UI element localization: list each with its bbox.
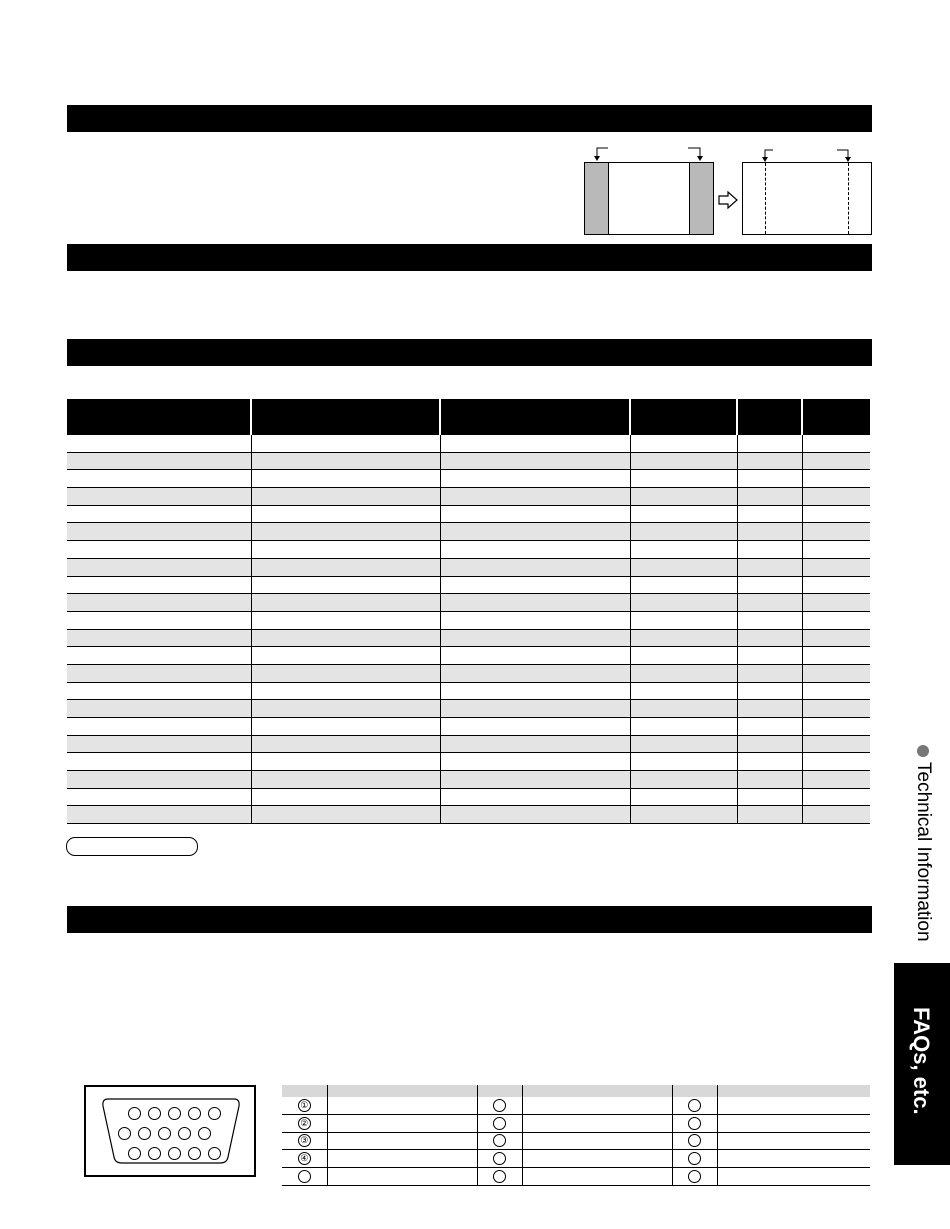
signal-table-cell — [737, 647, 802, 665]
signal-table-cell — [630, 771, 737, 789]
dashed-boundary-left — [765, 163, 766, 234]
signal-table-header — [67, 399, 870, 435]
signal-table-cell — [440, 505, 630, 523]
section-bar-1 — [67, 105, 872, 132]
signal-table-row — [67, 718, 870, 736]
signal-table-cell — [802, 541, 870, 559]
signal-table-cell — [251, 523, 440, 541]
pin-number-blank — [688, 1099, 701, 1112]
signal-table-cell — [802, 611, 870, 629]
signal-table-cell — [251, 611, 440, 629]
signal-table-cell — [630, 488, 737, 506]
signal-table-cell — [251, 647, 440, 665]
signal-table-cell — [251, 541, 440, 559]
signal-table-cell — [440, 435, 630, 452]
connector-pin — [198, 1127, 211, 1140]
side-tab-chapter-label: FAQs, etc. — [909, 1007, 934, 1115]
signal-table-cell — [440, 700, 630, 718]
header-cell — [251, 399, 440, 435]
signal-table-cell — [440, 735, 630, 753]
signal-table-cell — [802, 700, 870, 718]
signal-table-cell — [737, 541, 802, 559]
signal-table-body — [67, 435, 870, 824]
pin-header-cell — [522, 1085, 672, 1097]
signal-table-row — [67, 558, 870, 576]
pin-header-cell — [477, 1085, 522, 1097]
signal-table-cell — [802, 664, 870, 682]
signal-table-cell — [251, 435, 440, 452]
after-pointer-arrows — [757, 148, 857, 163]
signal-table-cell — [737, 558, 802, 576]
signal-table-cell — [737, 682, 802, 700]
pin-number-blank — [688, 1152, 701, 1165]
signal-table-cell — [251, 718, 440, 736]
signal-table-cell — [630, 452, 737, 470]
signal-table-cell — [630, 735, 737, 753]
signal-table-cell — [630, 558, 737, 576]
signal-table-cell — [251, 682, 440, 700]
signal-table-cell — [440, 523, 630, 541]
signal-table-cell — [67, 488, 251, 506]
signal-table-row — [67, 452, 870, 470]
signal-table-row — [67, 576, 870, 594]
signal-table-cell — [440, 664, 630, 682]
side-bar-right — [689, 163, 713, 234]
signal-table-cell — [737, 700, 802, 718]
signal-table-cell — [251, 488, 440, 506]
signal-table-cell — [737, 505, 802, 523]
signal-table-cell — [802, 488, 870, 506]
signal-table-row — [67, 488, 870, 506]
signal-table-cell — [802, 452, 870, 470]
signal-table-cell — [67, 523, 251, 541]
signal-table-cell — [440, 611, 630, 629]
pin-number: ① — [298, 1099, 311, 1112]
signal-table-cell — [737, 664, 802, 682]
section-bar-3-label — [67, 345, 75, 360]
pin-row — [282, 1132, 870, 1150]
pin-number-blank — [688, 1117, 701, 1130]
signal-table-cell — [802, 771, 870, 789]
pin-header-cell — [327, 1085, 477, 1097]
signal-table-row — [67, 806, 870, 824]
header-cell — [802, 399, 870, 435]
signal-table-cell — [67, 558, 251, 576]
pin-number-blank — [493, 1099, 506, 1112]
signal-table-cell — [802, 753, 870, 771]
signal-table-cell — [737, 806, 802, 824]
signal-table-cell — [630, 664, 737, 682]
signal-table-cell — [440, 452, 630, 470]
signal-table-row — [67, 541, 870, 559]
pin-number-blank — [688, 1170, 701, 1183]
side-tab-section-label: Technical Information — [913, 762, 934, 942]
signal-table-row — [67, 664, 870, 682]
signal-table-cell — [630, 753, 737, 771]
signal-table-cell — [737, 753, 802, 771]
signal-table-cell — [630, 611, 737, 629]
signal-table-cell — [737, 718, 802, 736]
signal-table-row — [67, 647, 870, 665]
signal-table-cell — [251, 505, 440, 523]
connector-pin — [168, 1107, 181, 1120]
signal-table-cell — [802, 435, 870, 452]
signal-table-cell — [440, 541, 630, 559]
signal-table-cell — [802, 735, 870, 753]
signal-table-cell — [67, 771, 251, 789]
bullet-icon — [917, 745, 929, 757]
signal-table-cell — [737, 452, 802, 470]
signal-table-cell — [440, 682, 630, 700]
signal-table-cell — [67, 682, 251, 700]
signal-table-cell — [737, 771, 802, 789]
signal-table-cell — [737, 470, 802, 488]
signal-table-cell — [251, 576, 440, 594]
connector-pin — [118, 1127, 131, 1140]
signal-table-row — [67, 594, 870, 612]
connector-frame — [84, 1085, 256, 1177]
signal-table-cell — [802, 576, 870, 594]
signal-table-row — [67, 700, 870, 718]
signal-table-cell — [251, 788, 440, 806]
signal-table-cell — [67, 452, 251, 470]
signal-table-cell — [67, 470, 251, 488]
signal-table-cell — [67, 806, 251, 824]
connector-pin — [208, 1147, 221, 1160]
signal-table-cell — [440, 771, 630, 789]
signal-table-row — [67, 682, 870, 700]
signal-table-row — [67, 771, 870, 789]
signal-table-row — [67, 753, 870, 771]
signal-table-cell — [737, 629, 802, 647]
signal-table-cell — [737, 523, 802, 541]
signal-table-cell — [67, 788, 251, 806]
note-label-pill — [66, 837, 198, 856]
signal-table-cell — [251, 664, 440, 682]
connector-pin — [138, 1127, 151, 1140]
signal-table-cell — [251, 452, 440, 470]
signal-table-row — [67, 523, 870, 541]
transition-arrow-icon — [718, 191, 740, 209]
signal-table-cell — [440, 470, 630, 488]
signal-table-cell — [737, 735, 802, 753]
signal-table-cell — [440, 594, 630, 612]
signal-table-cell — [67, 700, 251, 718]
signal-table-cell — [251, 629, 440, 647]
signal-table-row — [67, 788, 870, 806]
pin-number-blank — [493, 1152, 506, 1165]
signal-table-row — [67, 735, 870, 753]
signal-table-cell — [802, 594, 870, 612]
signal-table-row — [67, 505, 870, 523]
signal-table-cell — [630, 700, 737, 718]
signal-table-row — [67, 629, 870, 647]
section-bar-1-label — [67, 111, 75, 126]
before-pointer-arrows — [590, 145, 710, 163]
pin-header-cell — [282, 1085, 327, 1097]
pin-number-blank — [688, 1134, 701, 1147]
signal-table-cell — [630, 435, 737, 452]
connector-pin — [188, 1147, 201, 1160]
signal-table-cell — [630, 806, 737, 824]
signal-table-cell — [67, 647, 251, 665]
signal-table-cell — [251, 735, 440, 753]
signal-table-cell — [440, 718, 630, 736]
connector-pin — [168, 1147, 181, 1160]
signal-table-cell — [737, 594, 802, 612]
signal-table-cell — [251, 470, 440, 488]
signal-table-cell — [67, 718, 251, 736]
signal-table-cell — [630, 788, 737, 806]
signal-table-cell — [67, 629, 251, 647]
signal-table-cell — [630, 718, 737, 736]
signal-table-cell — [251, 558, 440, 576]
signal-table-cell — [251, 771, 440, 789]
signal-table-cell — [802, 505, 870, 523]
header-cell — [630, 399, 737, 435]
signal-table-cell — [630, 541, 737, 559]
signal-table-cell — [630, 629, 737, 647]
signal-table-cell — [737, 435, 802, 452]
signal-table-row — [67, 611, 870, 629]
pin-header-cell — [717, 1085, 870, 1097]
side-bar-left — [585, 163, 609, 234]
signal-table-cell — [630, 523, 737, 541]
signal-table-cell — [440, 753, 630, 771]
signal-table-row — [67, 435, 870, 452]
signal-table-cell — [67, 541, 251, 559]
pin-number: ② — [298, 1117, 311, 1130]
signal-table-cell — [630, 594, 737, 612]
pin-number-blank — [493, 1170, 506, 1183]
signal-table-cell — [737, 488, 802, 506]
signal-table-cell — [630, 505, 737, 523]
pin-number-blank — [493, 1117, 506, 1130]
signal-table-cell — [802, 558, 870, 576]
signal-table-cell — [737, 576, 802, 594]
signal-table-cell — [737, 611, 802, 629]
signal-table-cell — [630, 682, 737, 700]
header-cell — [440, 399, 630, 435]
header-cell — [67, 399, 251, 435]
connector-pin — [128, 1147, 141, 1160]
section-bar-2 — [67, 244, 872, 271]
signal-table-cell — [802, 806, 870, 824]
signal-table-cell — [440, 647, 630, 665]
signal-table — [67, 399, 870, 824]
signal-table-cell — [802, 523, 870, 541]
signal-table-cell — [802, 647, 870, 665]
signal-table-cell — [802, 629, 870, 647]
signal-table-cell — [737, 788, 802, 806]
signal-table-cell — [67, 594, 251, 612]
signal-table-cell — [67, 576, 251, 594]
signal-table-cell — [802, 682, 870, 700]
signal-table-cell — [630, 576, 737, 594]
screen-before-diagram — [584, 162, 714, 235]
header-cell — [737, 399, 802, 435]
connector-pin — [128, 1107, 141, 1120]
side-tab-chapter[interactable] — [894, 963, 950, 1165]
signal-table-cell — [67, 435, 251, 452]
pin-header-cell — [672, 1085, 717, 1097]
pin-number-blank — [493, 1134, 506, 1147]
pin-row — [282, 1097, 870, 1114]
signal-table-cell — [440, 806, 630, 824]
section-bar-3 — [67, 339, 872, 366]
pin-row — [282, 1168, 870, 1186]
signal-table-cell — [802, 788, 870, 806]
pin-table — [282, 1085, 870, 1186]
signal-table-cell — [67, 505, 251, 523]
section-bar-4-label — [67, 912, 75, 927]
signal-table-cell — [440, 488, 630, 506]
signal-table-cell — [251, 806, 440, 824]
connector-pin — [188, 1107, 201, 1120]
signal-table-cell — [440, 558, 630, 576]
screen-after-diagram — [742, 162, 872, 235]
signal-table-cell — [67, 735, 251, 753]
signal-table-cell — [67, 611, 251, 629]
side-tab-section[interactable] — [906, 745, 938, 955]
pin-number: ③ — [298, 1134, 311, 1147]
connector-pin — [148, 1107, 161, 1120]
signal-table-cell — [251, 753, 440, 771]
pin-row — [282, 1150, 870, 1168]
dashed-boundary-right — [848, 163, 849, 234]
signal-table-row — [67, 470, 870, 488]
signal-table-cell — [802, 470, 870, 488]
section-bar-4 — [67, 906, 872, 933]
connector-pin — [208, 1107, 221, 1120]
pin-number: ④ — [298, 1152, 311, 1165]
pin-row — [282, 1114, 870, 1132]
connector-pin — [178, 1127, 191, 1140]
signal-table-cell — [440, 788, 630, 806]
pin-table-header — [282, 1085, 870, 1097]
signal-table-cell — [630, 647, 737, 665]
signal-table-cell — [630, 470, 737, 488]
signal-table-cell — [440, 629, 630, 647]
signal-table-cell — [67, 664, 251, 682]
signal-table-cell — [67, 753, 251, 771]
signal-table-cell — [251, 594, 440, 612]
signal-table-cell — [802, 718, 870, 736]
connector-pin — [158, 1127, 171, 1140]
signal-table-cell — [440, 576, 630, 594]
connector-pin — [148, 1147, 161, 1160]
signal-table-cell — [251, 700, 440, 718]
section-bar-2-label — [67, 250, 75, 265]
pin-number — [298, 1170, 311, 1183]
